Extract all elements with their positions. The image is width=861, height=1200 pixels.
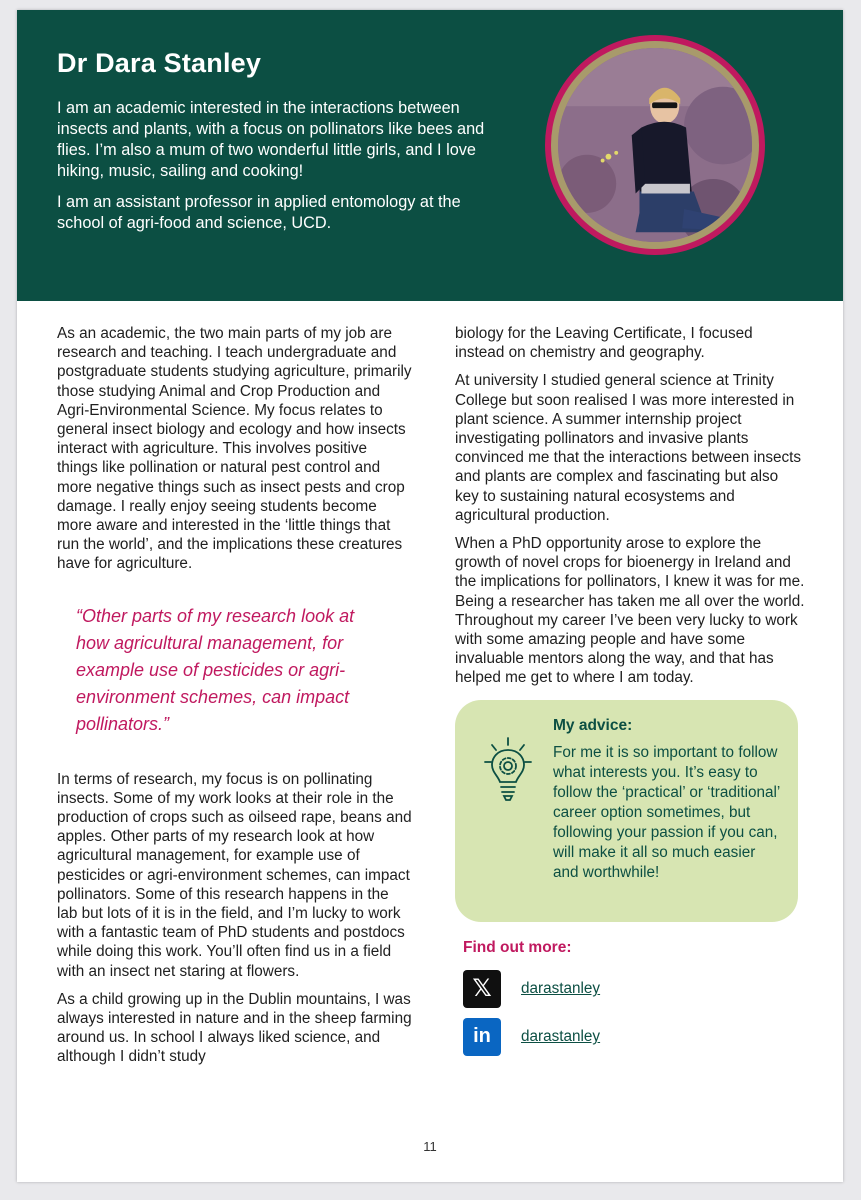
profile-header [17, 10, 843, 301]
profile-photo [545, 35, 765, 255]
body-paragraph: When a PhD opportunity arose to explore the growth of novel crops for bioenergy in Ireland and the implications for pollinators, I knew it was for me. Being a researcher has taken me all over the world. Throughout my career I’ve been very lucky to work with some amazing people and have some invaluable mentors along the way, and that has helped me get to where I am today. [455, 535, 805, 687]
body-paragraph: In terms of research, my focus is on pollinating insects. Some of my work looks at their role in the production of crops such as oilseed rape, beans and apples. Other parts of my research look at how agricultural management, for example use of pesticides or agri-environment schemes, can impact pollinators. Some of this research happens in the lab but lots of it is in the field, and I’m lucky to work with a fantastic team of PhD students and postdocs while doing this work. You’ll often find us in a field with an insect net staring at flowers. [57, 770, 412, 980]
intro-paragraph: I am an academic interested in the interactions between insects and plants, with a focus on pollinators like bees and flies. I’m also a mum of two wonderful little girls, and I love hiking, music, sailing and cooking! [57, 99, 485, 180]
x-handle-link[interactable]: darastanley [521, 980, 601, 998]
social-link-x [463, 970, 805, 1008]
pull-quote: “Other parts of my research look at how agricultural management, for example use of pesticides or agri-environment schemes, can impact pollinators.” [76, 605, 355, 734]
body-paragraph: As an academic, the two main parts of my job are research and teaching. I teach undergraduate and postgraduate students studying agriculture, primarily those studying Animal and Crop Production and Agri-Environmental Science. My focus relates to general insect biology and ecology and how insects interact with agriculture. This involves positive things like pollination or natural pest control and more negative things such as insect pests and crop damage. I really enjoy seeing students become more aware and interested in the ‘little things that run the world’, and the implications these creatures have for agriculture. [57, 325, 412, 573]
photo-image [558, 48, 752, 242]
document-page [17, 10, 843, 1182]
find-out-more-title: Find out more: [463, 938, 572, 956]
body-paragraph: biology for the Leaving Certificate, I focused instead on chemistry and geography. [455, 325, 753, 362]
x-logo-icon[interactable]: 𝕏 [463, 970, 501, 1008]
body-paragraph: At university I studied general science at Trinity College but soon realised I was more interested in plant science. A summer internship project investigating pollinators and invasive plants convinced me that the interactions between insects and plants are complex and fascinating but also key to sustaining natural ecosystems and agricultural production. [455, 372, 802, 524]
page-number: 11 [423, 1139, 437, 1154]
advice-text: For me it is so important to follow what interests you. It’s easy to follow the ‘practical’ or ‘traditional’ career option sometimes, but following your passion if you can, will make it all so much easier and worthwhile! [553, 743, 780, 881]
right-column [455, 324, 805, 1066]
linkedin-logo-icon[interactable]: in [463, 1018, 501, 1056]
find-out-more [455, 938, 805, 1056]
left-column [57, 324, 412, 1076]
body-paragraph: As a child growing up in the Dublin mountains, I was always interested in nature and in the sheep farming around us. In school I always liked science, and although I didn’t study [57, 990, 412, 1066]
advice-box [455, 700, 798, 922]
advice-content [553, 716, 783, 892]
profile-intro [57, 98, 492, 244]
photo-ring [551, 41, 759, 249]
advice-title: My advice: [553, 716, 633, 734]
linkedin-handle-link[interactable]: darastanley [521, 1028, 601, 1046]
profile-name: Dr Dara Stanley [57, 48, 262, 78]
intro-paragraph: I am an assistant professor in applied entomology at the school of agri-food and science, UCD. [57, 193, 461, 232]
lightbulb-gear-icon [483, 736, 533, 806]
social-link-linkedin [463, 1018, 805, 1056]
